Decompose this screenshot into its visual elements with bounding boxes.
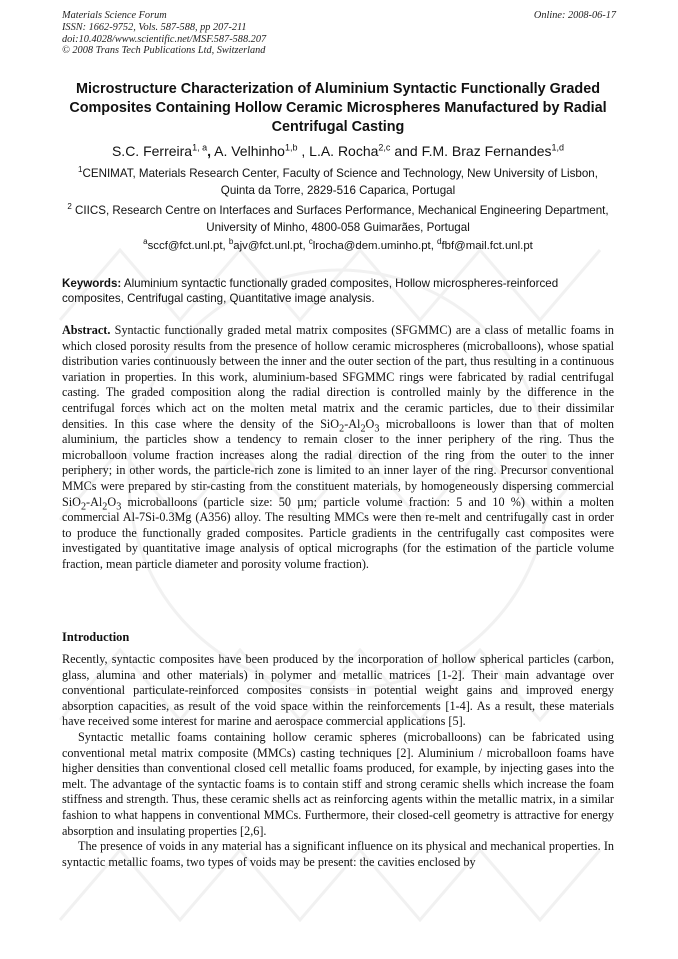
abstract-text: microballoons is lower than that of molten aluminium, the particles show a tendency to remain closer to the inner periphery of the ring. Thus the microballoon volume fraction increases along the radial direction of the ring from the outer to the inner periphery; in other words, the particle-rich zone is limited to an inner layer of the ring. Precursor conventional MMCs were prepared by stir-casting from the constituent materials, by homogeneously dispersing commercial bbox=[62, 416, 614, 493]
affiliation-text: CIICS, Research Centre on Interfaces and Surfaces Performance, Mechanical Engineering Department, University of Minho, 4800-058 Guimarães, Portugal bbox=[71, 204, 609, 234]
chem-formula: $SiO_2-Al_2O_3$ bbox=[62, 494, 122, 512]
email-link[interactable]: sccf@fct.unl.pt, bbox=[147, 240, 229, 252]
affiliation-1 bbox=[62, 165, 614, 199]
intro-paragraph: Recently, syntactic composites have been produced by the incorporation of hollow spherical particles (carbon, glass, alumina and other materials) in polymer and metallic matrices [1-2]. Their main advantage over conventional particulate-reinforced composites consists in potential weight gains and improved energy absorption capacities, as result of the void space within the reinforcements [1-4]. As a result, these materials have received some interest for marine and aerospace commercial applications [5]. bbox=[62, 652, 614, 729]
introduction-body bbox=[62, 652, 614, 870]
paper-title: Microstructure Characterization of Aluminium Syntactic Functionally Graded Composites Containing Hollow Ceramic Microspheres Manufactured by Radial Centrifugal Casting bbox=[69, 81, 607, 135]
author-name: F.M. Braz Fernandes bbox=[421, 143, 552, 159]
intro-paragraph: The presence of voids in any material has a significant influence on its physical and mechanical properties. In syntactic metallic foams, two types of voids may be present: the cavities enclosed by bbox=[62, 839, 614, 869]
abstract-label: Abstract. bbox=[62, 323, 111, 337]
email-sup: d bbox=[437, 237, 442, 247]
online-date: Online: 2008-06-17 bbox=[533, 10, 616, 21]
email-link[interactable]: lrocha@dem.uminho.pt, bbox=[312, 240, 438, 252]
affiliation-sup: 2 bbox=[67, 202, 72, 212]
email-link[interactable]: ajv@fct.unl.pt, bbox=[233, 240, 309, 252]
affiliation-sup: 1 bbox=[78, 165, 83, 175]
abstract-text: Syntactic functionally graded metal matrix composites (SFGMMC) are a class of metallic foams in which closed porosity results from the presence of hollow ceramic microspheres (microballoons), whose spatial distribution varies continuously between the inner and the outer section of the part, thus resulting in a continuous variation in properties. In this work, aluminium-based SFGMMC rings were fabricated by radial centrifugal casting. The graded composition along the radial direction is controlled mainly by the difference in the centrifugal forces which act on the molten metal matrix and the ceramic particles, due to their dissimilar densities. In this case where the density of the bbox=[62, 323, 614, 431]
keywords bbox=[62, 276, 614, 306]
journal-issn: ISSN: 1662-9752, Vols. 587-588, pp 207-211 bbox=[62, 21, 247, 33]
abstract-text: microballoons (particle size: 50 µm; particle volume fraction: 5 and 10 %) within a molten commercial Al-7Si-0.3Mg (A356) alloy. The resulting MMCs were then re-melt and centrifugally cast in order to produce the functionally graded composites. Particle gradients in the centrifugally cast composites were investigated by quantitative image analysis of optical micrographs (for the estimation of the particle volume fraction, mean particle diameter and porosity volume fraction). bbox=[62, 494, 614, 571]
journal-name: Materials Science Forum bbox=[62, 10, 167, 21]
author-separator: and bbox=[390, 143, 418, 159]
author-sup: 1,d bbox=[551, 142, 565, 153]
author-sup: 2,c bbox=[378, 142, 391, 153]
journal-header bbox=[62, 10, 266, 57]
email-sup: b bbox=[228, 237, 234, 247]
section-heading-introduction: Introduction bbox=[62, 630, 130, 644]
author-separator: , bbox=[207, 143, 211, 159]
author-sup: 1, a bbox=[192, 142, 208, 153]
author-separator: , bbox=[297, 143, 306, 159]
author-name: S.C. Ferreira bbox=[111, 143, 193, 159]
author-list bbox=[62, 141, 614, 161]
keywords-text: Aluminium syntactic functionally graded composites, Hollow microspheres-reinforced composites, Centrifugal casting, Quantitative image analysis. bbox=[62, 277, 559, 305]
author-sup: 1,b bbox=[284, 142, 298, 153]
journal-doi: doi:10.4028/www.scientific.net/MSF.587-588.207 bbox=[62, 33, 267, 45]
email-sup: c bbox=[308, 237, 313, 247]
journal-copyright: © 2008 Trans Tech Publications Ltd, Switzerland bbox=[62, 45, 266, 57]
email-list bbox=[62, 238, 614, 254]
intro-paragraph: Syntactic metallic foams containing hollow ceramic spheres (microballoons) can be fabricated using conventional metal matrix composite (MMCs) casting techniques [2]. Aluminium / microballoon foams have higher densities than conventional closed cell metallic foams produced, for example, by injecting gases into the melt. The advantage of the syntactic foams is to contain stiff and strong ceramic shells which increase the foam stiffness and strength. Thus, these ceramic shells act as reinforcing agents within the metallic matrix, in a similar fashion to what happens in conventional MMCs. Furthermore, their closed-cell geometry is attractive for energy absorption and insulating properties [2,6]. bbox=[62, 729, 614, 838]
affiliation-text: CENIMAT, Materials Research Center, Faculty of Science and Technology, New University of Lisbon, Quinta da Torre, 2829-516 Caparica, Portugal bbox=[82, 167, 598, 197]
author-name: A. Velhinho bbox=[214, 143, 285, 159]
affiliation-2 bbox=[62, 202, 614, 236]
chem-formula: $SiO_2-Al_2O_3$ bbox=[320, 416, 380, 434]
author-name: L.A. Rocha bbox=[309, 143, 379, 159]
abstract bbox=[62, 323, 614, 573]
email-sup: a bbox=[143, 237, 148, 247]
keywords-label: Keywords: bbox=[62, 277, 122, 290]
email-link[interactable]: fbf@mail.fct.unl.pt bbox=[441, 240, 533, 252]
